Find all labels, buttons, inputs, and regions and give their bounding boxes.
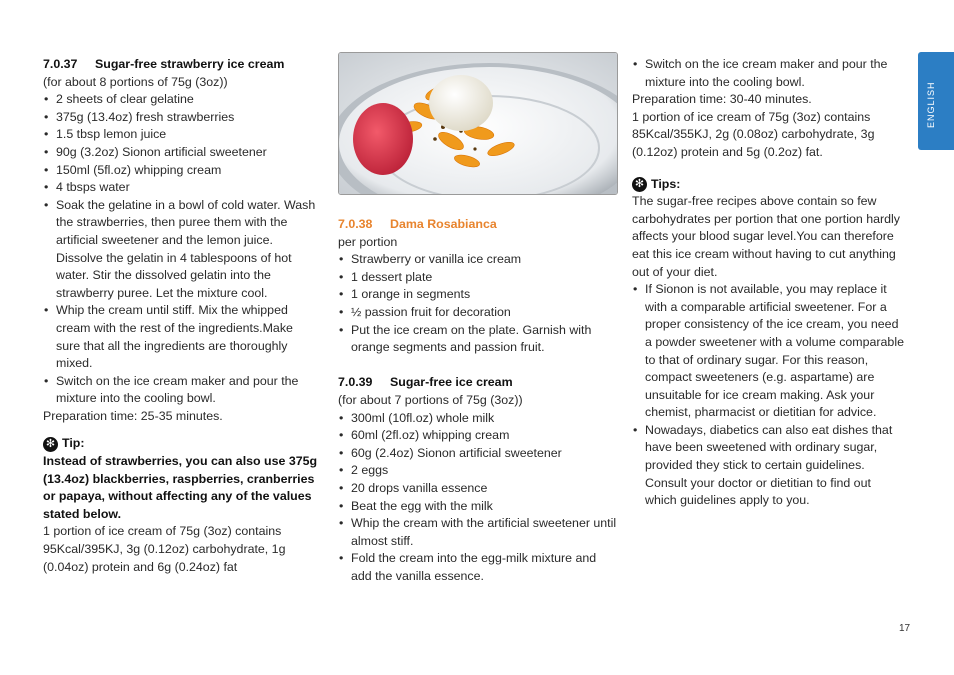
tips-list [632, 281, 904, 510]
prep-time: Preparation time: 25-35 minutes. [43, 408, 223, 423]
list-item: • Switch on the ice cream maker and pour the mixture into the cooling bowl. [632, 56, 904, 91]
tips-heading: ✻ Tips: [632, 176, 904, 194]
list-item: • 20 drops vanilla essence [338, 480, 618, 498]
portion-info: (for about 8 portions of 75g (3oz)) [43, 74, 228, 89]
dessert-photo [338, 52, 618, 195]
list-item: • Strawberry or vanilla ice cream [338, 251, 618, 269]
ice-cream-plate-image [339, 53, 617, 194]
column-left [43, 56, 318, 576]
portion-info: per portion [338, 234, 398, 249]
list-item: • 60g (2.4oz) Sionon artificial sweetener [338, 445, 618, 463]
list-item: • 60ml (2fl.oz) whipping cream [338, 427, 618, 445]
list-item: • 1 orange in segments [338, 286, 618, 304]
section-heading-dama: 7.0.38 Dama Rosabianca [338, 217, 497, 231]
list-item: • Put the ice cream on the plate. Garnish with orange segments and passion fruit. [338, 322, 618, 357]
list-item: • 4 tbsps water [43, 179, 318, 197]
list-item: • 90g (3.2oz) Sionon artificial sweetener [43, 144, 318, 162]
list-item: • Fold the cream into the egg-milk mixture and add the vanilla essence. [338, 550, 618, 585]
list-item: • If Sionon is not available, you may replace it with a comparable artificial sweetener. For a proper consistency of the ice cream, you need a powder sweetener with a volume comparable to that of ordinary sugar. For this reason, compact sweeteners (e.g. aspartame) are unsuitable for ice cream making. Ask your chemist, pharmacist or dietitian for advice. [632, 281, 904, 422]
language-tab: ENGLISH [918, 52, 954, 150]
list-item: • 2 eggs [338, 462, 618, 480]
ingredient-list [338, 410, 618, 586]
list-item: • 150ml (5fl.oz) whipping cream [43, 162, 318, 180]
snowflake-icon: ✻ [43, 437, 58, 452]
tip-heading: ✻ Tip: [43, 435, 318, 453]
prep-time: Preparation time: 30-40 minutes. [632, 92, 812, 107]
list-item: • 1 dessert plate [338, 269, 618, 287]
list-item: • 1.5 tbsp lemon juice [43, 126, 318, 144]
snowflake-icon: ✻ [632, 177, 647, 192]
tips-intro: The sugar-free recipes above contain so few carbohydrates per portion that one portion hardly affects your blood sugar level.You can therefore eat this ice cream without having to cut anything out of your diet. [632, 194, 900, 279]
section-heading-strawberry: 7.0.37 Sugar-free strawberry ice cream [43, 57, 285, 71]
list-item: • Nowadays, diabetics can also eat dishes that have been sweetened with ordinary sugar, provided they stick to certain guidelines. Consult your doctor or dietitian to find out which guidelines apply to you. [632, 422, 904, 510]
list-item: • 300ml (10fl.oz) whole milk [338, 410, 618, 428]
tip-text: Instead of strawberries, you can also use 375g (13.4oz) blackberries, raspberries, cranberries or papaya, without affecting any of the values stated below. [43, 454, 318, 521]
section-heading-sugar-free: 7.0.39 Sugar-free ice cream [338, 375, 513, 390]
list-item: • Switch on the ice cream maker and pour the mixture into the cooling bowl. [43, 373, 318, 408]
column-middle [338, 216, 618, 585]
list-item: • Soak the gelatine in a bowl of cold water. Wash the strawberries, then puree them with the artificial sweetener and the lemon juice. Dissolve the gelatin in 4 tablespoons of hot water. Stir the dissolved gelatin into the strawberry puree. Let the mixture cool. [43, 197, 318, 303]
ingredient-list [338, 251, 618, 357]
list-item: • Whip the cream with the artificial sweetener until almost stiff. [338, 515, 618, 550]
list-item: • 2 sheets of clear gelatine [43, 91, 318, 109]
nutrition-info: 1 portion of ice cream of 75g (3oz) contains 95Kcal/395KJ, 3g (0.12oz) carbohydrate, 1g (0.04oz) protein and 6g (0.24oz) fat [43, 524, 286, 574]
list-item: • Whip the cream until stiff. Mix the whipped cream with the rest of the ingredients.Make sure that all the ingredients are thoroughly mixed. [43, 302, 318, 372]
step-list [632, 56, 904, 91]
nutrition-info: 1 portion of ice cream of 75g (3oz) contains 85Kcal/355KJ, 2g (0.08oz) carbohydrate, 3g (0.12oz) protein and 5g (0.2oz) fat. [632, 109, 875, 159]
column-right [632, 56, 904, 510]
list-item: • Beat the egg with the milk [338, 498, 618, 516]
page-number: 17 [899, 623, 911, 634]
list-item: • ½ passion fruit for decoration [338, 304, 618, 322]
list-item: • 375g (13.4oz) fresh strawberries [43, 109, 318, 127]
portion-info: (for about 7 portions of 75g (3oz)) [338, 392, 523, 407]
ingredient-list [43, 91, 318, 408]
